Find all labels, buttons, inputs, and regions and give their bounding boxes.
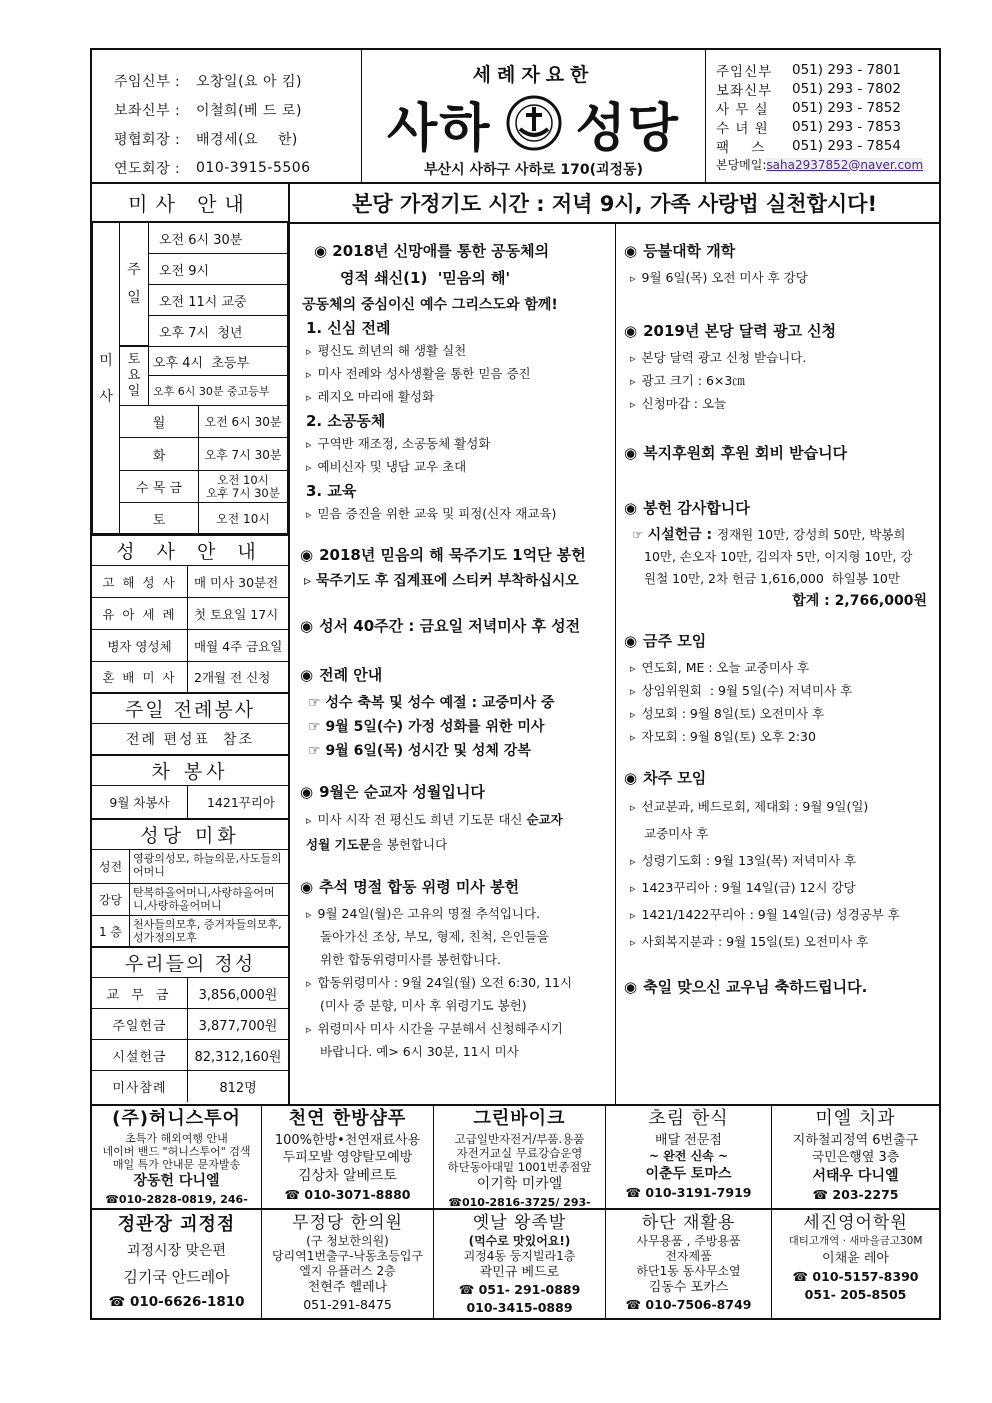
ad-owner: 장동헌 다니엘 — [133, 1173, 220, 1189]
ad-phone: ☎ 010-5157-8390 — [792, 1269, 919, 1284]
church-emblem-icon — [506, 95, 562, 151]
list-item: ☞ 9월 5일(수) 가정 성화를 위한 미사 — [308, 719, 545, 735]
staff-row: 평협회장 : 배경세(요 한) — [114, 131, 298, 148]
section-title: ◉ 복지후원회 후원 회비 받습니다 — [624, 444, 848, 462]
list-item: ▹ 9월 6일(목) 오전 미사 후 강당 — [624, 267, 939, 290]
staff-row: 연도회장 : 010-3915-5506 — [114, 159, 311, 177]
list-item: 바랍니다. 예> 6시 30분, 11시 미사 — [320, 1044, 519, 1059]
circle-bullet-icon: ◉ — [624, 499, 638, 517]
section-title: ◉ 성서 40주간 : 금요일 저녁미사 후 성전 — [300, 617, 581, 635]
list-item: 교중미사 후 — [644, 826, 709, 841]
ad-phone: ☎010-2816-3725/ 293- — [448, 1196, 591, 1209]
list-item: ▹ 묵주기도 후 집계표에 스티커 부착하십시오 — [304, 573, 579, 589]
mass-side-label: 미 사 — [92, 222, 120, 534]
ad-phone: 051-291-8475 — [303, 1297, 392, 1312]
circle-bullet-icon: ◉ — [300, 666, 314, 684]
decoration-row: 성전 영광의성모, 하늘의문,사도들의어머니 — [92, 850, 288, 884]
offering-title: 우리들의 정성 — [92, 948, 288, 978]
list-item: ▹ 미사 전례와 성사생활을 통한 믿음 증진 — [300, 363, 615, 386]
weekday-label: 화 — [119, 437, 199, 471]
section-subtitle: 공동체의 중심이신 예수 그리스도와 함께! — [302, 297, 558, 313]
ad-box: 정관장 괴정점 괴정시장 맞은편 김기국 안드레아 ☎ 010-6626-1810 — [92, 1210, 262, 1318]
ad-box: 세진영어학원 대티고개역 · 새마을금고30M 이채윤 레아 ☎ 010-5157-8390 051- 205-8505 — [772, 1210, 939, 1318]
section-title: ◉ 축일 맞으신 교우님 축하드립니다. — [624, 978, 868, 996]
section-title: ◉ 9월은 순교자 성월입니다 — [300, 783, 485, 801]
list-item: ▹ 구역반 재조정, 소공동체 활성화 — [300, 433, 615, 456]
list-item: ▹ 사회복지분과 : 9월 15일(토) 오전미사 후 — [624, 929, 939, 956]
ad-box: 미엘 치과 지하철괴정역 6번출구 국민은행옆 3층 서태우 다니엘 ☎ 203-2275 — [772, 1106, 939, 1210]
ad-phone: ☎ 051- 291-0889 — [458, 1282, 581, 1297]
phone-row: 보좌신부 051) 293 - 7802 — [716, 80, 901, 99]
offering-row: 시설헌금 82,312,160원 — [92, 1040, 288, 1071]
circle-bullet-icon: ◉ — [624, 242, 638, 260]
weekday-label: 토 — [119, 502, 199, 534]
circle-bullet-icon: ◉ — [624, 632, 638, 650]
numbered-heading: 2. 소공동체 — [306, 412, 386, 430]
list-item: ▹ 자모회 : 9월 8일(토) 오후 2:30 — [624, 726, 939, 749]
liturgy-text: 전례 편성표 참조 — [92, 724, 288, 756]
bulletin-page — [90, 48, 941, 1320]
circle-bullet-icon: ◉ — [624, 769, 638, 787]
ad-title: 초림 한식 — [648, 1108, 729, 1129]
list-item: ▹ 9월 24일(월)은 고유의 명절 추석입니다. — [300, 903, 615, 926]
donation-line: ☞ 시설헌금 : 정재원 10만, 강성희 50만, 박봉희 — [632, 527, 906, 543]
circle-bullet-icon: ◉ — [624, 322, 638, 340]
phone-row: 수 녀 원 051) 293 - 7853 — [716, 118, 901, 137]
list-item: ▹ 본당 달력 광고 신청 받습니다. — [624, 347, 939, 370]
numbered-heading: 1. 신심 전례 — [306, 319, 391, 337]
saturday-label: 토 요 일 — [119, 346, 149, 406]
list-item: 돌아가신 조상, 부모, 형제, 친척, 은인들을 — [320, 929, 549, 944]
ad-owner: 이채윤 레아 — [822, 1251, 889, 1266]
circle-bullet-icon: ◉ — [300, 546, 314, 564]
list-item: (미사 중 분향, 미사 후 위령기도 봉헌) — [320, 998, 527, 1013]
saturday-mass: 오후 4시 초등부 — [148, 346, 288, 376]
mass-schedule — [92, 222, 288, 536]
church-address: 부산시 사하구 사하로 170(괴정동) — [424, 162, 643, 178]
list-item: 위한 합동위령미사를 봉헌합니다. — [320, 952, 501, 967]
circle-bullet-icon: ◉ — [300, 617, 314, 635]
donation-line: 10만, 손오자 10만, 김의자 5만, 이지형 10만, 강 — [644, 549, 913, 564]
sacrament-row: 유 아 세 례 첫 토요일 17시 — [92, 598, 288, 630]
patron-name: 세례자요한 — [472, 64, 595, 86]
circle-bullet-icon: ◉ — [624, 444, 638, 462]
ad-title: 천연 한방샴푸 — [288, 1108, 407, 1129]
sunday-mass: 오전 9시 — [148, 253, 288, 285]
ad-title: 미엘 치과 — [815, 1108, 896, 1129]
ad-title: 세진영어학원 — [803, 1213, 908, 1233]
church-title — [362, 50, 706, 184]
section-title: 영적 쇄신(1) '믿음의 해' — [340, 269, 511, 287]
prayer-banner: 본당 가정기도 시간 : 저녁 9시, 가족 사랑법 실천합시다! — [290, 184, 939, 224]
staff-list — [92, 50, 362, 184]
ad-title: 하단 재활용 — [641, 1213, 736, 1233]
ad-phone: ☎ 203-2275 — [812, 1187, 899, 1202]
list-item: ▹ 상임위원회 : 9월 5일(수) 저녁미사 후 — [624, 680, 939, 703]
sunday-mass: 오전 6시 30분 — [148, 222, 288, 254]
left-column — [92, 184, 290, 1104]
header — [92, 50, 939, 184]
tea-row: 9월 차봉사 1421꾸리아 — [92, 786, 288, 820]
list-item: ▹ 레지오 마리애 활성화 — [300, 386, 615, 409]
list-item: ▹ 1423꾸리아 : 9월 14일(금) 12시 강당 — [624, 875, 939, 902]
list-item: ▹ 예비신자 및 냉담 교우 초대 — [300, 456, 615, 479]
weekday-label: 월 — [119, 405, 199, 438]
list-item: ▹ 합동위령미사 : 9월 24일(월) 오전 6:30, 11시 — [300, 972, 615, 995]
church-name — [362, 91, 705, 159]
section-title: ◉ 전례 안내 — [300, 666, 383, 684]
sacrament-row: 병자 영성체 매월 4주 금요일 — [92, 630, 288, 662]
phone-row: 팩 스 051) 293 - 7854 — [716, 137, 901, 156]
ad-phone: ☎ 010-7506-8749 — [625, 1297, 752, 1312]
ad-phone: 010-3415-0889 — [466, 1300, 573, 1315]
list-item: ▹ 미사 시작 전 평신도 희년 기도문 대신 순교자 — [300, 808, 615, 833]
decoration-title: 성당 미화 — [92, 820, 288, 850]
ad-owner: 이춘두 토마스 — [645, 1166, 732, 1182]
ad-title: 정관장 괴정점 — [117, 1214, 236, 1235]
section-title: ◉ 추석 명절 합동 위령 미사 봉헌 — [300, 878, 520, 896]
church-name-right: 성당 — [575, 97, 680, 159]
numbered-heading: 3. 교육 — [306, 482, 357, 500]
ad-phone: ☎ 010-3071-8880 — [284, 1187, 411, 1202]
ad-phone: ☎ 010-3191-7919 — [625, 1185, 752, 1200]
liturgy-title: 주일 전례봉사 — [92, 694, 288, 724]
offering-row: 주일헌금 3,877,700원 — [92, 1009, 288, 1040]
ad-owner: 서태우 다니엘 — [812, 1168, 899, 1184]
ads-area — [92, 1104, 939, 1318]
ad-owner: 김동수 포카스 — [648, 1280, 729, 1295]
section-title: ◉ 2018년 믿음의 해 묵주기도 1억단 봉헌 — [300, 546, 586, 564]
ad-box: 옛날 왕족발 (먹수로 맛있어요!) 괴정4동 둥지빌라1층 곽민규 베드로 ☎ 051- 291-0889 010-3415-0889 — [434, 1210, 606, 1318]
donation-line: 원철 10만, 2차 헌금 1,616,000 하일봉 10만 — [644, 571, 900, 586]
church-name-left: 사하 — [387, 97, 492, 159]
decoration-row: 1 층 천사들의모후, 증거자들의모후, 성가정의모후 — [92, 916, 288, 948]
staff-row: 보좌신부 : 이철희(베 드 로) — [114, 102, 302, 119]
offering-row: 교 무 금 3,856,000원 — [92, 978, 288, 1009]
ad-owner: 곽민규 베드로 — [479, 1265, 560, 1280]
contact-list — [706, 50, 939, 184]
ad-owner: 천현주 헬레나 — [307, 1280, 388, 1295]
ad-title: (주)허니스투어 — [112, 1108, 241, 1129]
phone-row: 주임신부 051) 293 - 7801 — [716, 61, 901, 80]
notice-column-b — [616, 224, 939, 1104]
weekday-mass: 오후 7시 30분 — [198, 437, 288, 471]
list-item: ▹ 연도회, ME : 오늘 교중미사 후 — [624, 657, 939, 680]
list-item: ▹ 성모회 : 9월 8일(토) 오전미사 후 — [624, 703, 939, 726]
ad-owner: 김기국 안드레아 — [123, 1268, 230, 1286]
donation-total: 합계 : 2,766,000원 — [792, 593, 927, 609]
list-item: ▹ 1421/1422꾸리아 : 9월 14일(금) 성경공부 후 — [624, 902, 939, 929]
section-title: ◉ 차주 모임 — [624, 769, 707, 787]
section-title: ◉ 2018년 신망애를 통한 공동체의 — [314, 242, 550, 260]
ad-box: 천연 한방샴푸 100%한방•천연재료사용 두피모발 영양탈모예방 김상차 알베르토 ☎ 010-3071-8880 — [262, 1106, 434, 1210]
pointing-hand-icon: ☞ — [308, 719, 326, 735]
pointing-hand-icon: ☞ — [308, 743, 326, 759]
ad-owner: 이기학 미카엘 — [476, 1176, 563, 1192]
list-item: ▹ 광고 크기 : 6×3㎝ — [624, 370, 939, 393]
offering-row: 미사참례 812명 — [92, 1071, 288, 1102]
ad-phone: ☎010-2828-0819, 246- — [105, 1193, 248, 1206]
ad-box: 그린바이크 고급일반자전거/부품.용품 자전거교실 무료강습운영 하단동아대밑 1001번종점앞 이기학 미카엘 ☎010-2816-3725/ 293- — [434, 1106, 606, 1210]
list-item: ▹ 위령미사 미사 시간을 구분해서 신청해주시기 — [300, 1018, 615, 1041]
ad-title: 무정당 한의원 — [292, 1213, 403, 1233]
tea-title: 차 봉사 — [92, 756, 288, 786]
sunday-mass: 오전 11시 교중 — [148, 284, 288, 316]
email-row: 본당메일: saha2937852@naver.com — [716, 157, 924, 172]
pointing-hand-icon: ☞ — [632, 527, 648, 542]
ad-phone: 051- 205-8505 — [804, 1287, 907, 1302]
ad-box: (주)허니스투어 초특가 해외여행 안내 네이버 밴드 "허니스투어" 검색 매일 특가 안내문 문자발송 장동헌 다니엘 ☎010-2828-0819, 246- — [92, 1106, 262, 1210]
ad-phone: ☎ 010-6626-1810 — [108, 1294, 245, 1310]
circle-bullet-icon: ◉ — [300, 783, 314, 801]
staff-row: 주임신부 : 오창일(요 아 킴) — [114, 73, 302, 90]
section-title: ◉ 등불대학 개학 — [624, 242, 736, 260]
list-item: 성월 기도문을 봉헌합니다 — [306, 837, 448, 852]
decoration-row: 강당 탄복하올어머니,사랑하올어머니,사랑하올어머니 — [92, 884, 288, 916]
weekday-mass: 오전 10시 — [198, 502, 288, 534]
sunday-mass: 오후 7시 청년 — [148, 315, 288, 347]
sacrament-row: 혼 배 미 사 2개월 전 신청 — [92, 662, 288, 694]
notice-column-a — [290, 224, 616, 1104]
ad-box: 초림 한식 배달 전문점 ~ 완전 신속 ~ 이춘두 토마스 ☎ 010-3191-7919 — [606, 1106, 772, 1210]
section-title: ◉ 2019년 본당 달력 광고 신청 — [624, 322, 837, 340]
mass-title: 미사 안내 — [92, 184, 288, 222]
circle-bullet-icon: ◉ — [300, 878, 314, 896]
list-item: ▹ 선교분과, 베드로회, 제대회 : 9월 9일(일) — [624, 794, 939, 821]
list-item: ☞ 9월 6일(목) 성시간 및 성체 강복 — [308, 743, 531, 759]
sacrament-title: 성 사 안 내 — [92, 536, 288, 566]
list-item: ▹ 성령기도회 : 9월 13일(목) 저녁미사 후 — [624, 848, 939, 875]
section-title: ◉ 금주 모임 — [624, 632, 707, 650]
saturday-mass: 오후 6시 30분 중고등부 — [148, 375, 288, 406]
weekday-mass: 오전 6시 30분 — [198, 405, 288, 438]
ad-owner: 김상차 알베르토 — [297, 1168, 398, 1184]
sunday-label: 주 일 — [119, 222, 149, 346]
list-item: ▹ 평신도 희년의 해 생활 실천 — [300, 340, 615, 363]
triangle-bullet-icon: ▹ — [304, 573, 316, 589]
list-item: ▹ 신청마감 : 오늘 — [624, 393, 939, 416]
section-title: ◉ 봉헌 감사합니다 — [624, 499, 750, 517]
ad-title: 옛날 왕족발 — [472, 1213, 567, 1233]
sacrament-row: 고 해 성 사 매 미사 30분전 — [92, 566, 288, 598]
ad-box: 무정당 한의원 (구 청보한의원) 당리역1번출구-낙동초등입구 엘지 유플러스 2층 천현주 헬레나 051-291-8475 — [262, 1210, 434, 1318]
weekday-mass: 오전 10시 오후 7시 30분 — [198, 470, 288, 503]
circle-bullet-icon: ◉ — [624, 978, 638, 996]
email-link[interactable]: saha2937852@naver.com — [766, 157, 924, 172]
weekday-label: 수 목 금 — [119, 470, 199, 503]
ad-title: 그린바이크 — [473, 1108, 566, 1129]
list-item: ▹ 믿음 증진을 위한 교육 및 피정(신자 재교육) — [300, 503, 615, 526]
pointing-hand-icon: ☞ — [308, 695, 326, 711]
list-item: ☞ 성수 축복 및 성수 예절 : 교중미사 중 — [308, 695, 555, 711]
ad-box: 하단 재활용 사무용품 , 주방용품 전자제품 하단1동 동사무소옆 김동수 포카스 ☎ 010-7506-8749 — [606, 1210, 772, 1318]
phone-row: 사 무 실 051) 293 - 7852 — [716, 99, 901, 118]
